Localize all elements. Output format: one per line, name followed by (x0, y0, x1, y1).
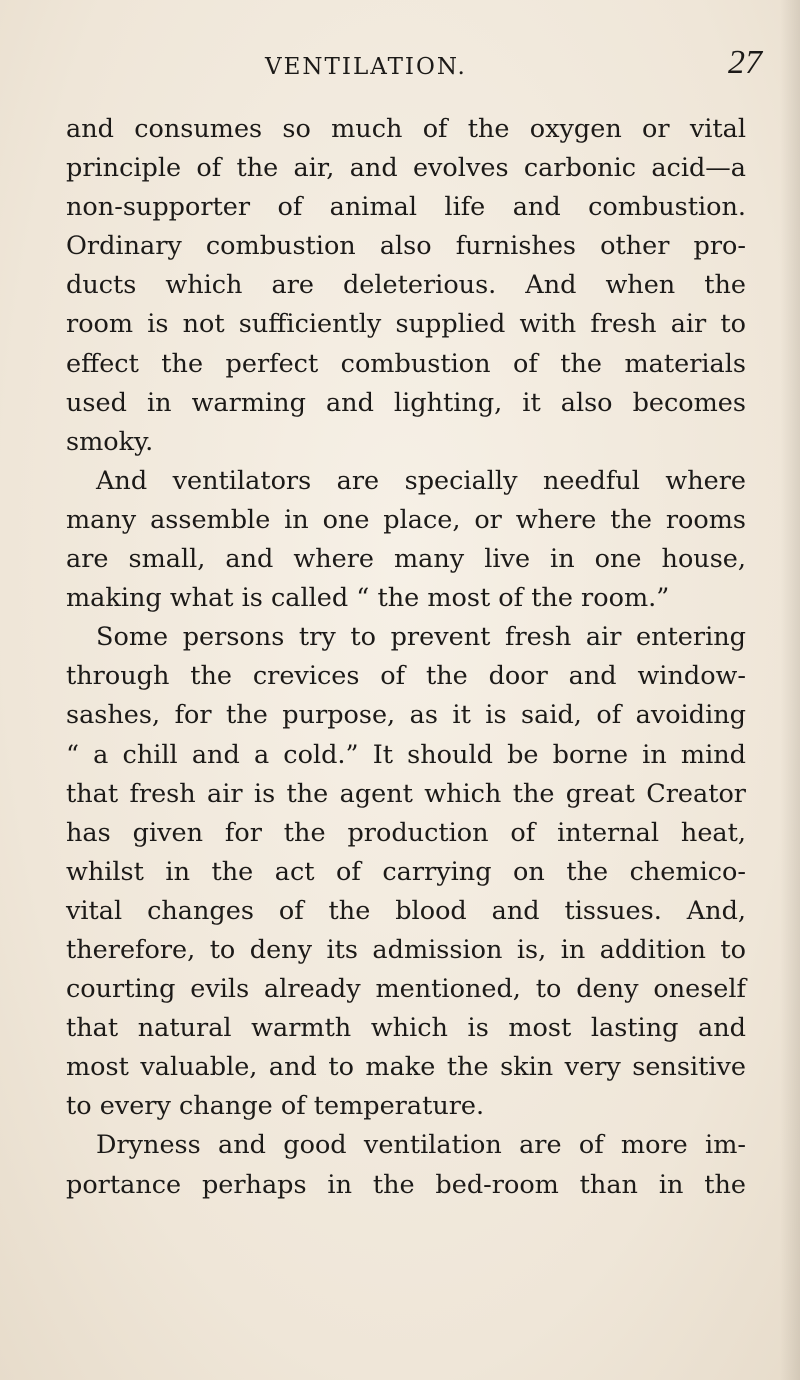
text-line: Some persons try to prevent fresh air entering (96, 622, 746, 653)
text-line: are small, and where many live in one house, (66, 544, 746, 575)
text-line: to every change of temperature. (66, 1091, 485, 1122)
text-line: and consumes so much of the oxygen or vital (66, 114, 746, 144)
running-head: VENTILATION. (265, 54, 467, 80)
page-header (70, 44, 770, 94)
text-line: therefore, to deny its admission is, in addition to (66, 934, 746, 965)
text-line: sashes, for the purpose, as it is said, of avoiding (66, 700, 746, 731)
text-line: has given for the production of internal heat, (66, 817, 746, 848)
text-line: non-supporter of animal life and combustion. (66, 192, 746, 223)
text-line: most valuable, and to make the skin very sensitive (66, 1052, 746, 1083)
text-line: principle of the air, and evolves carbonic acid—a (66, 153, 746, 184)
text-line: effect the perfect combustion of the materials (66, 348, 746, 379)
text-line: “ a chill and a cold.” It should be borne in mind (66, 739, 746, 770)
text-line: Dryness and good ventilation are of more im- (96, 1130, 746, 1161)
text-line: smoky. (66, 426, 154, 457)
text-line: many assemble in one place, or where the rooms (66, 504, 746, 535)
text-line: Ordinary combustion also furnishes other pro- (66, 231, 746, 262)
page-edge-shadow (780, 0, 800, 1380)
text-line: And ventilators are specially needful where (96, 465, 746, 496)
text-line: used in warming and lighting, it also becomes (66, 387, 746, 418)
text-line: through the crevices of the door and window- (66, 661, 746, 692)
text-line: that fresh air is the agent which the great Creator (66, 778, 746, 809)
text-line: ducts which are deleterious. And when the (66, 270, 746, 301)
text-line: courting evils already mentioned, to deny oneself (66, 974, 746, 1005)
text-line: vital changes of the blood and tissues. And, (66, 895, 746, 926)
text-line: making what is called “ the most of the room.” (66, 583, 670, 614)
text-line: room is not sufficiently supplied with fresh air to (66, 309, 746, 340)
text-line: portance perhaps in the bed-room than in the (66, 1169, 746, 1200)
body-text (66, 110, 746, 1205)
text-line: that natural warmth which is most lasting and (66, 1013, 746, 1044)
page-number: 27 (728, 44, 762, 81)
text-line: whilst in the act of carrying on the chemico- (66, 856, 746, 887)
